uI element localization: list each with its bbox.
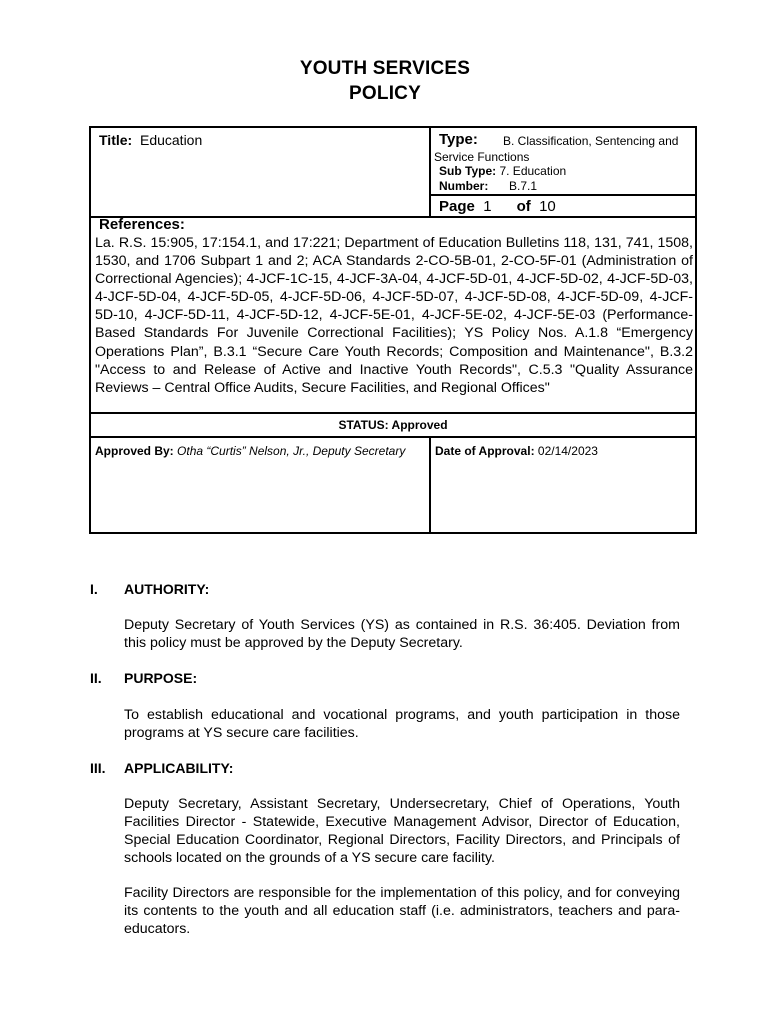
section-heading: APPLICABILITY: (124, 760, 234, 776)
page-current: 1 (483, 198, 492, 215)
approved-by-value: Otha “Curtis” Nelson, Jr., Deputy Secretary (177, 444, 406, 458)
subtype-value: 7. Education (499, 164, 567, 178)
header-row (91, 128, 695, 218)
title-cell (91, 128, 431, 216)
page-total: 10 (539, 198, 556, 215)
section-heading: AUTHORITY: (124, 581, 210, 597)
approved-by-label: Approved By: (95, 444, 174, 458)
type-label: Type: (439, 131, 478, 148)
approval-date-value: 02/14/2023 (537, 444, 598, 458)
applicability-paragraph-2: Facility Directors are responsible for the implementation of this policy, and for conveying its contents to the youth and all education staff (i.e. administrators, teachers and para-educators. (124, 885, 680, 937)
page-of-label: of (516, 198, 531, 215)
type-cell (431, 128, 695, 216)
number-label: Number: (439, 179, 489, 193)
status-text: STATUS: Approved (338, 418, 448, 432)
section-heading: PURPOSE: (124, 670, 198, 686)
title-field (99, 132, 202, 148)
applicability-paragraph-1: Deputy Secretary, Assistant Secretary, Undersecretary, Chief of Operations, Youth Facilities Director - Statewide, Executive Management Advisor, Director of Education, Special Education Coordinator, Regional Directors, Facility Directors, and Principals of schools located on the grounds of a YS secure care facility. (124, 796, 680, 866)
title-value: Education (139, 132, 203, 148)
section-number: I. (90, 581, 98, 597)
approved-by-cell (91, 438, 431, 532)
references-cell (91, 218, 695, 412)
approved-by-field (95, 444, 405, 458)
subtype-label: Sub Type: (439, 164, 497, 178)
section-number: III. (90, 760, 106, 776)
section-number: II. (90, 670, 102, 686)
title-line-2: POLICY (349, 83, 421, 104)
purpose-paragraph: To establish educational and vocational programs, and youth participation in those programs at YS secure care facilities. (124, 707, 680, 741)
number-value: B.7.1 (509, 179, 538, 193)
page-label: Page (439, 198, 475, 215)
approval-date-field (435, 444, 598, 458)
document-title (0, 56, 770, 106)
number-field (439, 179, 538, 193)
references-text: La. R.S. 15:905, 17:154.1, and 17:221; Department of Education Bulletins 118, 131, 741, 1508, 1530, and 1706 Subpart 1 and 2; ACA Standards 2-CO-5B-01, 2-CO-5F-01 (Administration of Correctional Agencies); 4-JCF-1C-15, 4-JCF-3A-04, 4-JCF-5D-01, 4-JCF-5D-02, 4-JCF-5D-03, 4-JCF-5D-04, 4-JCF-5D-05, 4-JCF-5D-06, 4-JCF-5D-07, 4-JCF-5D-08, 4-JCF-5D-09, 4-JCF-5D-10, 4-JCF-5D-11, 4-JCF-5D-12, 4-JCF-5E-01, 4-JCF-5E-02, 4-JCF-5E-03 (Performance-Based Standards For Juvenile Correctional Facilities); YS Policy Nos. A.1.8 “Emergency Operations Plan”, B.3.1 “Secure Care Youth Records; Composition and Maintenance", B.3.2 "Access to and Release of Active and Inactive Youth Records", C.5.3 "Quality Assurance Reviews – Central Office Audits, Secure Facilities, and Regional Offices" (95, 235, 693, 396)
type-value-continued: Service Functions (434, 150, 530, 164)
page-cell (431, 194, 695, 216)
type-info (431, 128, 695, 194)
references-label: References: (99, 216, 185, 233)
page-indicator (439, 198, 556, 215)
policy-header-table (89, 126, 697, 534)
type-value: B. Classification, Sentencing and (503, 134, 679, 148)
subtype-field (439, 164, 566, 178)
status-row (91, 412, 695, 438)
title-label: Title: (99, 132, 133, 148)
approval-row (91, 438, 695, 532)
title-line-1: YOUTH SERVICES (299, 58, 471, 79)
authority-paragraph: Deputy Secretary of Youth Services (YS) as contained in R.S. 36:405. Deviation from this policy must be approved by the Deputy Secretary. (124, 617, 680, 651)
approval-date-label: Date of Approval: (435, 444, 535, 458)
